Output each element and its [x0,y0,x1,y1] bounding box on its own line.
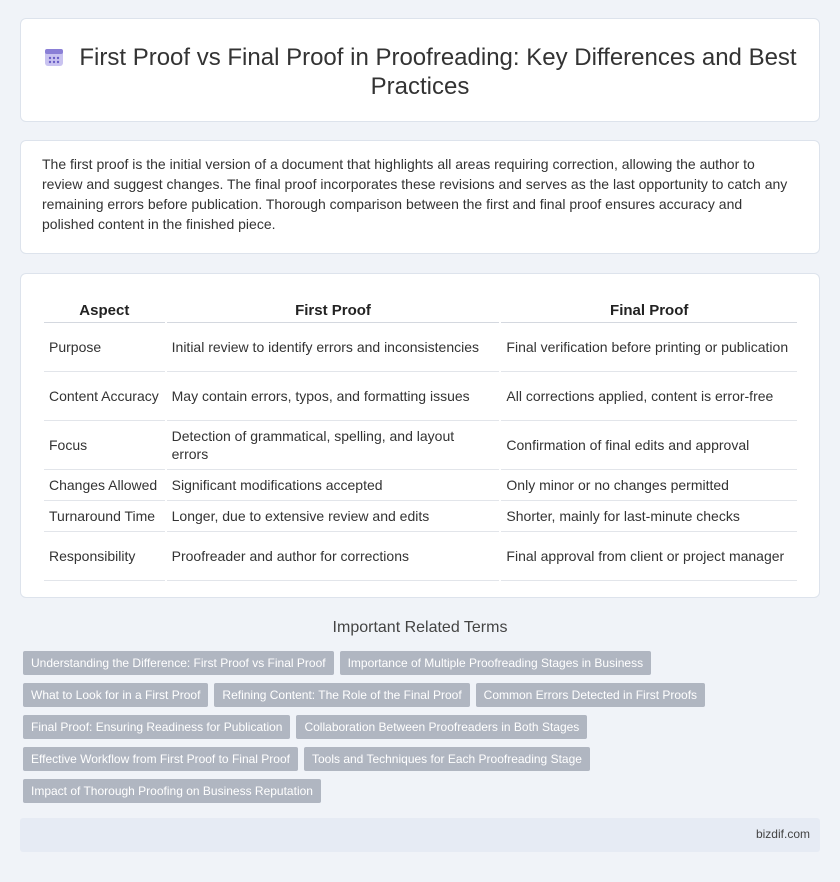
comparison-table [42,294,799,581]
related-terms-title: Important Related Terms [332,619,508,636]
table-cell: Initial review to identify errors and inconsistencies [167,323,500,372]
table-cell: Responsibility [44,532,165,581]
related-term-tag[interactable]: Understanding the Difference: First Proof vs Final Proof [23,651,334,675]
table-cell: Final verification before printing or publication [501,323,797,372]
table-header-row [44,294,797,323]
header-card [20,18,820,122]
related-terms-list [23,651,803,811]
table-cell: Focus [44,421,165,470]
related-term-tag[interactable]: Final Proof: Ensuring Readiness for Publication [23,715,290,739]
table-cell: Purpose [44,323,165,372]
table-cell: Confirmation of final edits and approval [501,421,797,470]
table-cell: Turnaround Time [44,501,165,532]
table-cell: All corrections applied, content is error-free [501,372,797,421]
column-header: Final Proof [501,294,797,323]
column-header: Aspect [44,294,165,323]
page-title: First Proof vs Final Proof in Proofreading: Key Differences and Best Practices [79,44,797,100]
table-row [44,532,797,581]
footer [20,818,820,852]
table-cell: Longer, due to extensive review and edits [167,501,500,532]
table-row [44,421,797,470]
related-term-tag[interactable]: Effective Workflow from First Proof to Final Proof [23,747,298,771]
table-cell: Content Accuracy [44,372,165,421]
related-term-tag[interactable]: Refining Content: The Role of the Final Proof [214,683,469,707]
table-cell: May contain errors, typos, and formatting issues [167,372,500,421]
table-cell: Detection of grammatical, spelling, and layout errors [167,421,500,470]
table-cell: Changes Allowed [44,470,165,501]
related-term-tag[interactable]: Importance of Multiple Proofreading Stages in Business [340,651,652,675]
intro-card [20,140,820,254]
calendar-icon [43,46,65,68]
related-term-tag[interactable]: What to Look for in a First Proof [23,683,208,707]
comparison-card [20,273,820,598]
related-term-tag[interactable]: Impact of Thorough Proofing on Business Reputation [23,779,321,803]
table-cell: Final approval from client or project manager [501,532,797,581]
table-row [44,470,797,501]
table-row [44,501,797,532]
site-name[interactable]: bizdif.com [755,827,810,841]
related-term-tag[interactable]: Tools and Techniques for Each Proofreading Stage [304,747,590,771]
table-row [44,323,797,372]
page-title-row [21,43,819,101]
related-term-tag[interactable]: Common Errors Detected in First Proofs [476,683,705,707]
table-cell: Only minor or no changes permitted [501,470,797,501]
table-cell: Proofreader and author for corrections [167,532,500,581]
table-row [44,372,797,421]
column-header: First Proof [167,294,500,323]
related-term-tag[interactable]: Collaboration Between Proofreaders in Both Stages [296,715,587,739]
table-cell: Shorter, mainly for last-minute checks [501,501,797,532]
table-cell: Significant modifications accepted [167,470,500,501]
intro-text: The first proof is the initial version of a document that highlights all areas requiring correction, allowing the author to review and suggest changes. The final proof incorporates these revisions and serves as the last opportunity to catch any remaining errors before publication. Thorough comparison between the first and final proof ensures accuracy and polished content in the finished piece. [42,156,788,232]
